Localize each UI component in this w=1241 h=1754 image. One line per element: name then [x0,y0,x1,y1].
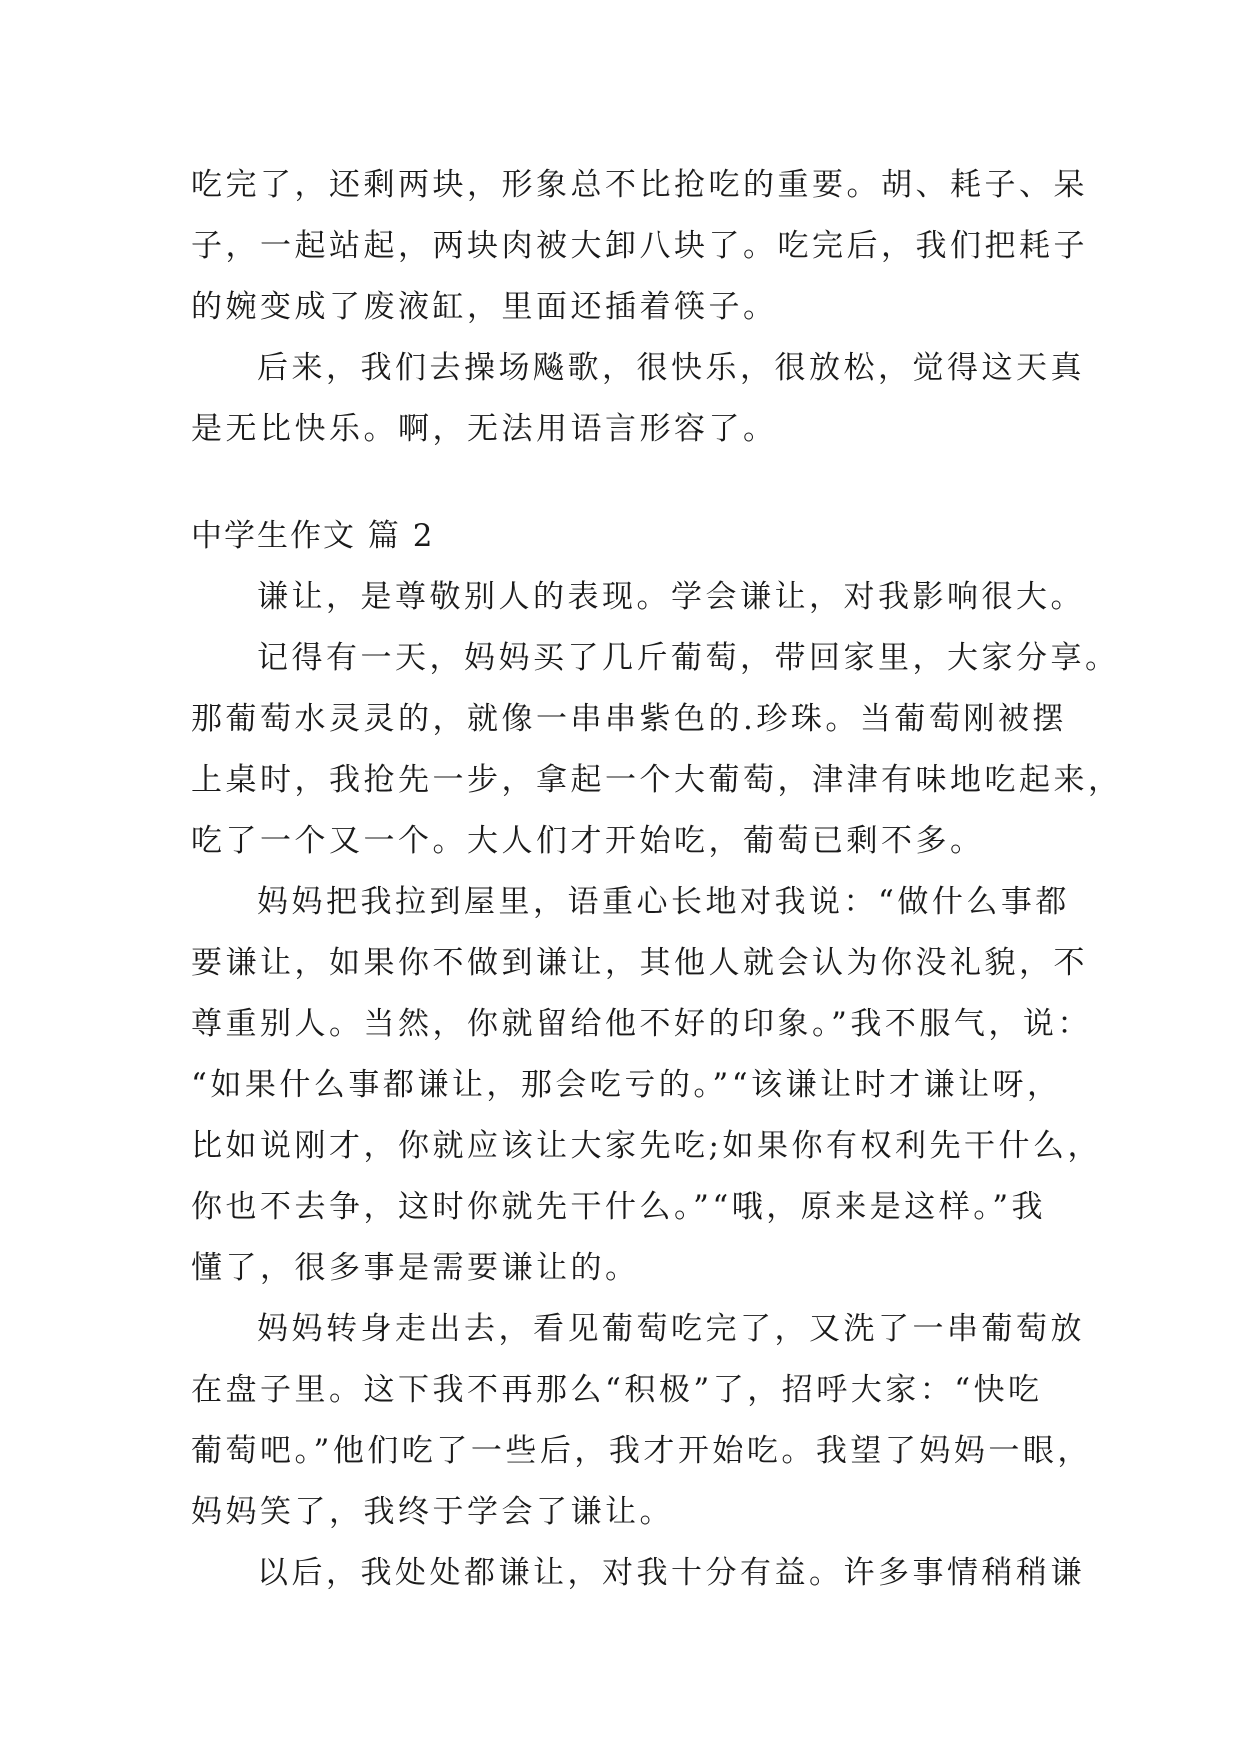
text-line: 要谦让，如果你不做到谦让，其他人就会认为你没礼貌，不 [191,945,1088,981]
text-line: 的婉变成了废液缸，里面还插着筷子。 [191,289,778,325]
text-line: 是无比快乐。啊，无法用语言形容了。 [191,411,778,447]
text-line: 吃了一个又一个。大人们才开始吃，葡萄已剩不多。 [191,823,985,859]
text-line: 那葡萄水灵灵的，就像一串串紫色的.珍珠。当葡萄刚被摆 [191,701,1067,737]
text-line: 妈妈笑了，我终于学会了谦让。 [191,1494,674,1530]
paragraph-start-line: 谦让，是尊敬别人的表现。学会谦让，对我影响很大。 [257,579,1085,615]
section-heading: 中学生作文 篇 2 [191,518,435,554]
paragraph-start-line: 妈妈转身走出去，看见葡萄吃完了，又洗了一串葡萄放 [257,1311,1085,1347]
text-line: 你也不去争，这时你就先干什么。”“哦，原来是这样。”我 [191,1189,1047,1225]
text-line: 上桌时，我抢先一步，拿起一个大葡萄，津津有味地吃起来， [191,762,1123,798]
text-line: 葡萄吧。”他们吃了一些后，我才开始吃。我望了妈妈一眼， [191,1433,1092,1469]
text-line: “如果什么事都谦让，那会吃亏的。”“该谦让时才谦让呀， [191,1067,1062,1103]
text-line: 比如说刚才，你就应该让大家先吃;如果你有权利先干什么， [191,1128,1102,1164]
text-line: 在盘子里。这下我不再那么“积极”了，招呼大家：“快吃 [191,1372,1043,1408]
paragraph-start-line: 记得有一天，妈妈买了几斤葡萄，带回家里，大家分享。 [257,640,1120,676]
paragraph-start-line: 以后，我处处都谦让，对我十分有益。许多事情稍稍谦 [257,1555,1085,1591]
text-line: 懂了，很多事是需要谦让的。 [191,1250,640,1286]
text-line: 子，一起站起，两块肉被大卸八块了。吃完后，我们把耗子 [191,228,1088,264]
text-line: 吃完了，还剩两块，形象总不比抢吃的重要。胡、耗子、呆 [191,167,1088,203]
paragraph-start-line: 后来，我们去操场飚歌，很快乐，很放松，觉得这天真 [257,350,1085,386]
paragraph-start-line: 妈妈把我拉到屋里，语重心长地对我说：“做什么事都 [257,884,1070,920]
text-line: 尊重别人。当然，你就留给他不好的印象。”我不服气，说： [191,1006,1092,1042]
